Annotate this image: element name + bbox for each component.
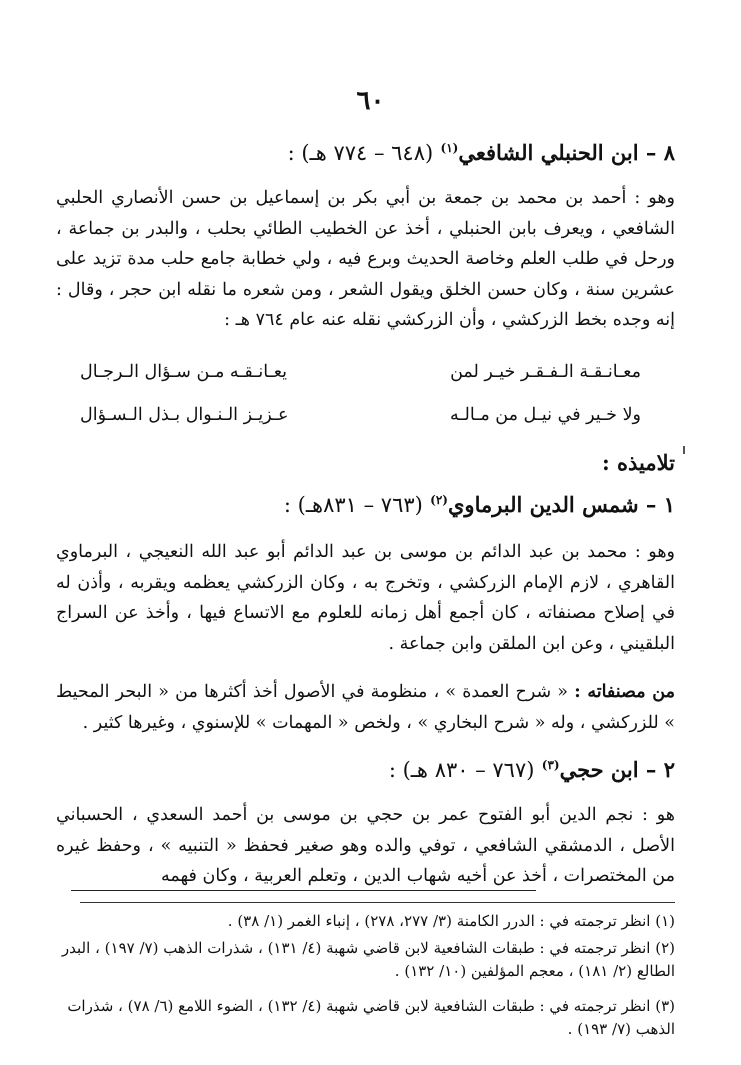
student-1-body: وهو : محمد بن عبد الدائم بن موسى بن عبد الدائم أبو عبد الله النعيجي ، البرماوي القاهري ، لازم الإمام الزركشي ، وتخرج به ، وكان الزركشي يعظمه ويقربه ، وأذن له في إصلاح مصنفاته ، كان أجمع أهل زمانه للعلوم مع الاتساع فيها ، وأخذ عن السراج البلقيني ، وعن ابن الملقن وابن جماعة . <box>56 542 675 654</box>
student-1-dates: (٧٦٣ – ٨٣١هـ) : <box>283 493 423 517</box>
footnote-ref-2: (٢) <box>430 493 448 507</box>
page-number: ٦٠ <box>356 86 385 116</box>
footnote-3: (٣) انظر ترجمته في : طبقات الشافعية لابن قاضي شهبة (٤/ ١٣٢) ، الضوء اللامع (٦/ ٧٨) ، شذرات الذهب (٧/ ١٩٣) . <box>67 997 675 1038</box>
student-1-heading <box>284 492 675 517</box>
entry-8-title: ٨ – ابن الحنبلي الشافعي <box>458 140 675 165</box>
footnote-ref-3: (٣) <box>541 758 560 772</box>
underline-rule <box>71 890 536 891</box>
footnote-separator <box>80 902 675 903</box>
footnote-ref-1: (١) <box>440 141 459 155</box>
entry-8-body: وهو : أحمد بن محمد بن جمعة بن أبي بكر بن إسماعيل بن حسن الأنصاري الحلبي الشافعي ، ويعرف بابن الحنبلي ، أخذ عن الخطيب الطائي بحلب ، والبدر بن جماعة ، ورحل في طلب العلم وخاصة الحديث وبرع فيه ، ولي خطابة جامع حلب مدة تزيد على عشرين سنة ، وكان حسن الخلق ويقول الشعر ، ومن شعره ما نقله ابن حجر ، وقال : إنه وجده بخط الزركشي ، وأن الزركشي نقله عنه عام ٧٦٤ هـ : <box>56 188 675 330</box>
footnote-2: (٢) انظر ترجمته في : طبقات الشافعية لابن قاضي شهبة (٤/ ١٣١) ، شذرات الذهب (٧/ ١٩٧) ، البدر الطالع (٢/ ١٨١) ، معجم المؤلفين (١٠/ ١٣٢) . <box>61 939 675 980</box>
works-text: « شرح العمدة » ، منظومة في الأصول أخذ أكثرها من « البحر المحيط » للزركشي ، وله « شرح البخاري » ، ولخص « المهمات » للإسنوي ، وغيرها كثير . <box>56 682 675 733</box>
poem-line-2-first-hemistich: ولا خـير في نيـل من مـالـه <box>450 405 641 425</box>
poem-line-1-first-hemistich: معـانـقـة الـفـقـر خيـر لمن <box>450 362 641 382</box>
students-heading: تلاميذه : <box>601 450 675 475</box>
margin-mark <box>683 446 685 454</box>
works-label: من مصنفاته : <box>574 682 675 702</box>
student-2-dates: (٧٦٧ – ٨٣٠ هـ) : <box>388 758 535 782</box>
student-2-title: ٢ – ابن حجي <box>559 757 675 782</box>
student-1-works <box>56 677 675 738</box>
entry-8-heading <box>288 140 675 165</box>
poem-line-2-second-hemistich: عـزيـز الـنـوال بـذل الـسـؤال <box>80 405 289 425</box>
poem-line-1 <box>80 362 641 382</box>
poem-line-1-second-hemistich: يعـانـقـه مـن سـؤال الـرجـال <box>80 362 288 382</box>
footnote-1: (١) انظر ترجمته في : الدرر الكامنة (٣/ ٢٧٧، ٢٧٨) ، إنباء الغمر (١/ ٣٨) . <box>227 912 675 930</box>
student-2-heading <box>389 757 675 782</box>
entry-8-dates: (٦٤٨ – ٧٧٤ هـ) : <box>287 141 434 165</box>
student-2-body: هو : نجم الدين أبو الفتوح عمر بن حجي بن موسى بن أحمد السعدي ، الحسباني الأصل ، الدمشقي الشافعي ، توفي والده وهو صغير فحفظ « التنبيه » ، وحفظ غيره من المختصرات ، أخذ عن أخيه شهاب الدين ، وتعلم العربية ، وكان فهمه <box>56 805 675 886</box>
poem-line-2 <box>80 405 641 425</box>
student-1-title: ١ – شمس الدين البرماوي <box>447 492 675 517</box>
